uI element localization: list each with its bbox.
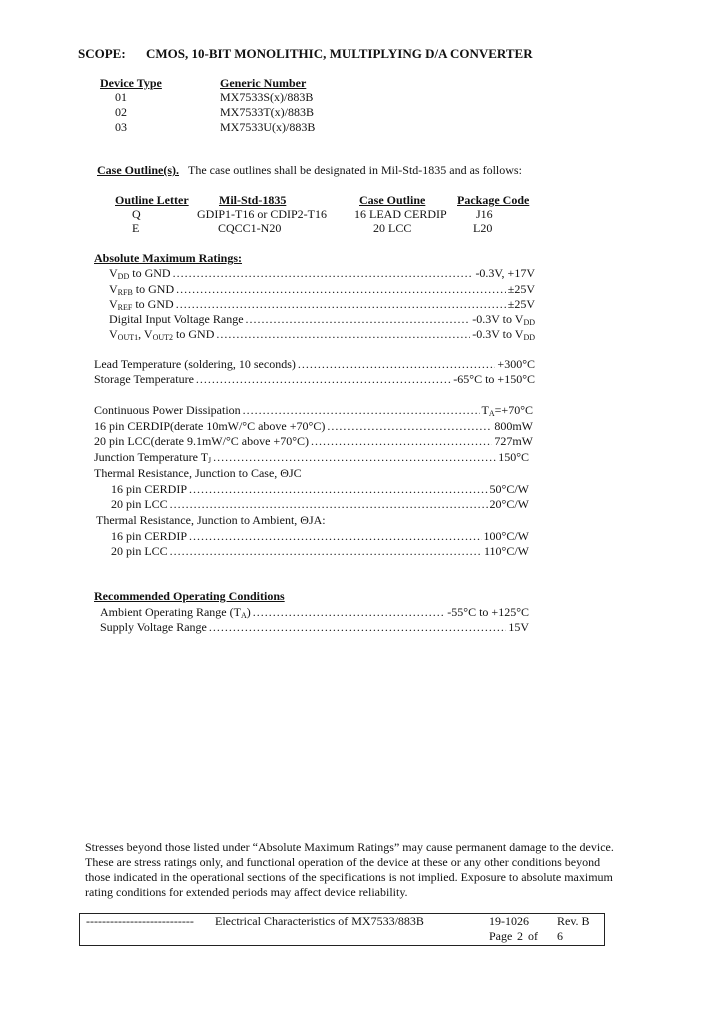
rating-row-lead-temp: Lead Temperature (soldering, 10 seconds) ..... +300°C — [94, 357, 535, 372]
rating-row-jc-cerdip: 16 pin CERDIP ..... 50°C/W — [111, 482, 529, 497]
footer-page-label: Page — [489, 929, 513, 943]
rating-row-digital-input: Digital Input Voltage Range ..... -0.3V to $V_{DD}$ — [109, 312, 535, 327]
rating-row-power: Continuous Power Dissipation ..... $T_A=+70^\circ C$ — [94, 403, 533, 418]
mil-std-header: Mil-Std-1835 — [219, 193, 287, 207]
footer-revision: Rev. B — [557, 914, 590, 928]
mil-std-cell: GDIP1-T16 or CDIP2-T16 — [197, 207, 327, 221]
case-outline-cell: 20 LCC — [373, 221, 412, 235]
generic-number-cell: MX7533S(x)/883B — [220, 90, 314, 104]
rating-value: -0.3V, +17V — [475, 266, 535, 280]
footer-page-total: 6 — [557, 929, 563, 943]
rec-op-row-supply: Supply Voltage Range ..... 15V — [100, 620, 529, 635]
rating-row-jc-lcc: 20 pin LCC ..... 20°C/W — [111, 497, 529, 512]
stress-note-line: These are stress ratings only, and functional operation of the device at these or any other conditions beyond — [85, 855, 601, 869]
device-type-cell: 02 — [115, 105, 127, 119]
package-code-cell: L20 — [473, 221, 493, 235]
abs-max-heading: Absolute Maximum Ratings: — [94, 251, 243, 265]
case-outline-text: The case outlines shall be designated in Mil-Std-1835 and as follows: — [188, 163, 522, 177]
case-outline-cell: 16 LEAD CERDIP — [354, 207, 447, 221]
rating-row-junction-temp: Junction Temperature $T_J$ ..... 150°C — [94, 450, 529, 465]
theta-ja-label: Thermal Resistance, Junction to Ambient, ΘJA: — [96, 513, 326, 527]
stress-note — [85, 840, 625, 900]
rating-row-vref: $V_{REF}$ to GND ..... ±25V — [109, 297, 535, 312]
footer-doc-number: 19-1026 — [489, 914, 529, 928]
case-outline-label: Case Outline(s). — [97, 163, 179, 177]
scope-title: CMOS, 10-BIT MONOLITHIC, MULTIPLYING D/A CONVERTER — [146, 46, 533, 61]
scope-label: SCOPE: — [78, 46, 126, 61]
rating-value: ±25V — [507, 282, 535, 296]
rec-op-heading: Recommended Operating Conditions — [94, 589, 285, 603]
package-code-header: Package Code — [457, 193, 530, 207]
generic-number-cell: MX7533U(x)/883B — [220, 120, 316, 134]
case-outline-header: Case Outline — [359, 193, 426, 207]
mil-std-cell: CQCC1-N20 — [218, 221, 282, 235]
generic-number-header: Generic Number — [220, 76, 307, 90]
rating-row-power-cerdip: 16 pin CERDIP(derate 10mW/°C above +70°C) ..... 800mW — [94, 419, 533, 434]
rating-value: ±25V — [507, 297, 535, 311]
rating-row-power-lcc: 20 pin LCC(derate 9.1mW/°C above +70°C) ..... 727mW — [94, 434, 533, 449]
device-type-header: Device Type — [100, 76, 162, 90]
outline-letter-header: Outline Letter — [115, 193, 189, 207]
footer-page-number: 2 — [517, 929, 523, 943]
theta-jc-label: Thermal Resistance, Junction to Case, ΘJC — [94, 466, 302, 480]
stress-note-line: Stresses beyond those listed under “Absolute Maximum Ratings” may cause permanent damage to the device. — [85, 840, 614, 854]
rec-op-row-ambient: Ambient Operating Range $(T_A)$ ..... -55°C to +125°C — [100, 605, 529, 620]
footer-dashes: --------------------------- — [86, 914, 194, 928]
outline-letter-cell: E — [132, 221, 140, 235]
generic-number-cell: MX7533T(x)/883B — [220, 105, 314, 119]
device-type-cell: 03 — [115, 120, 127, 134]
rating-row-storage-temp: Storage Temperature ..... -65°C to +150°C — [94, 372, 535, 387]
outline-letter-cell: Q — [132, 207, 141, 221]
rating-row-ja-cerdip: 16 pin CERDIP ..... 100°C/W — [111, 529, 529, 544]
rating-row-ja-lcc: 20 pin LCC ..... 110°C/W — [111, 544, 529, 559]
footer-title: Electrical Characteristics of MX7533/883B — [215, 914, 424, 928]
rating-row-vrfb: $V_{RFB}$ to GND ..... ±25V — [109, 282, 535, 297]
footer-of-label: of — [528, 929, 538, 943]
package-code-cell: J16 — [476, 207, 493, 221]
rating-row-vout: $V_{OUT1}$, $V_{OUT2}$ to GND ..... -0.3V to $V_{DD}$ — [109, 327, 535, 342]
stress-note-line: rating conditions for extended periods may affect device reliability. — [85, 885, 408, 899]
rating-row-vdd: $V_{DD}$ to GND ..... -0.3V, +17V — [109, 266, 535, 281]
stress-note-line: those indicated in the operational sections of the specifications is not implied. Exposure to absolute maximum — [85, 870, 613, 884]
device-type-cell: 01 — [115, 90, 127, 104]
